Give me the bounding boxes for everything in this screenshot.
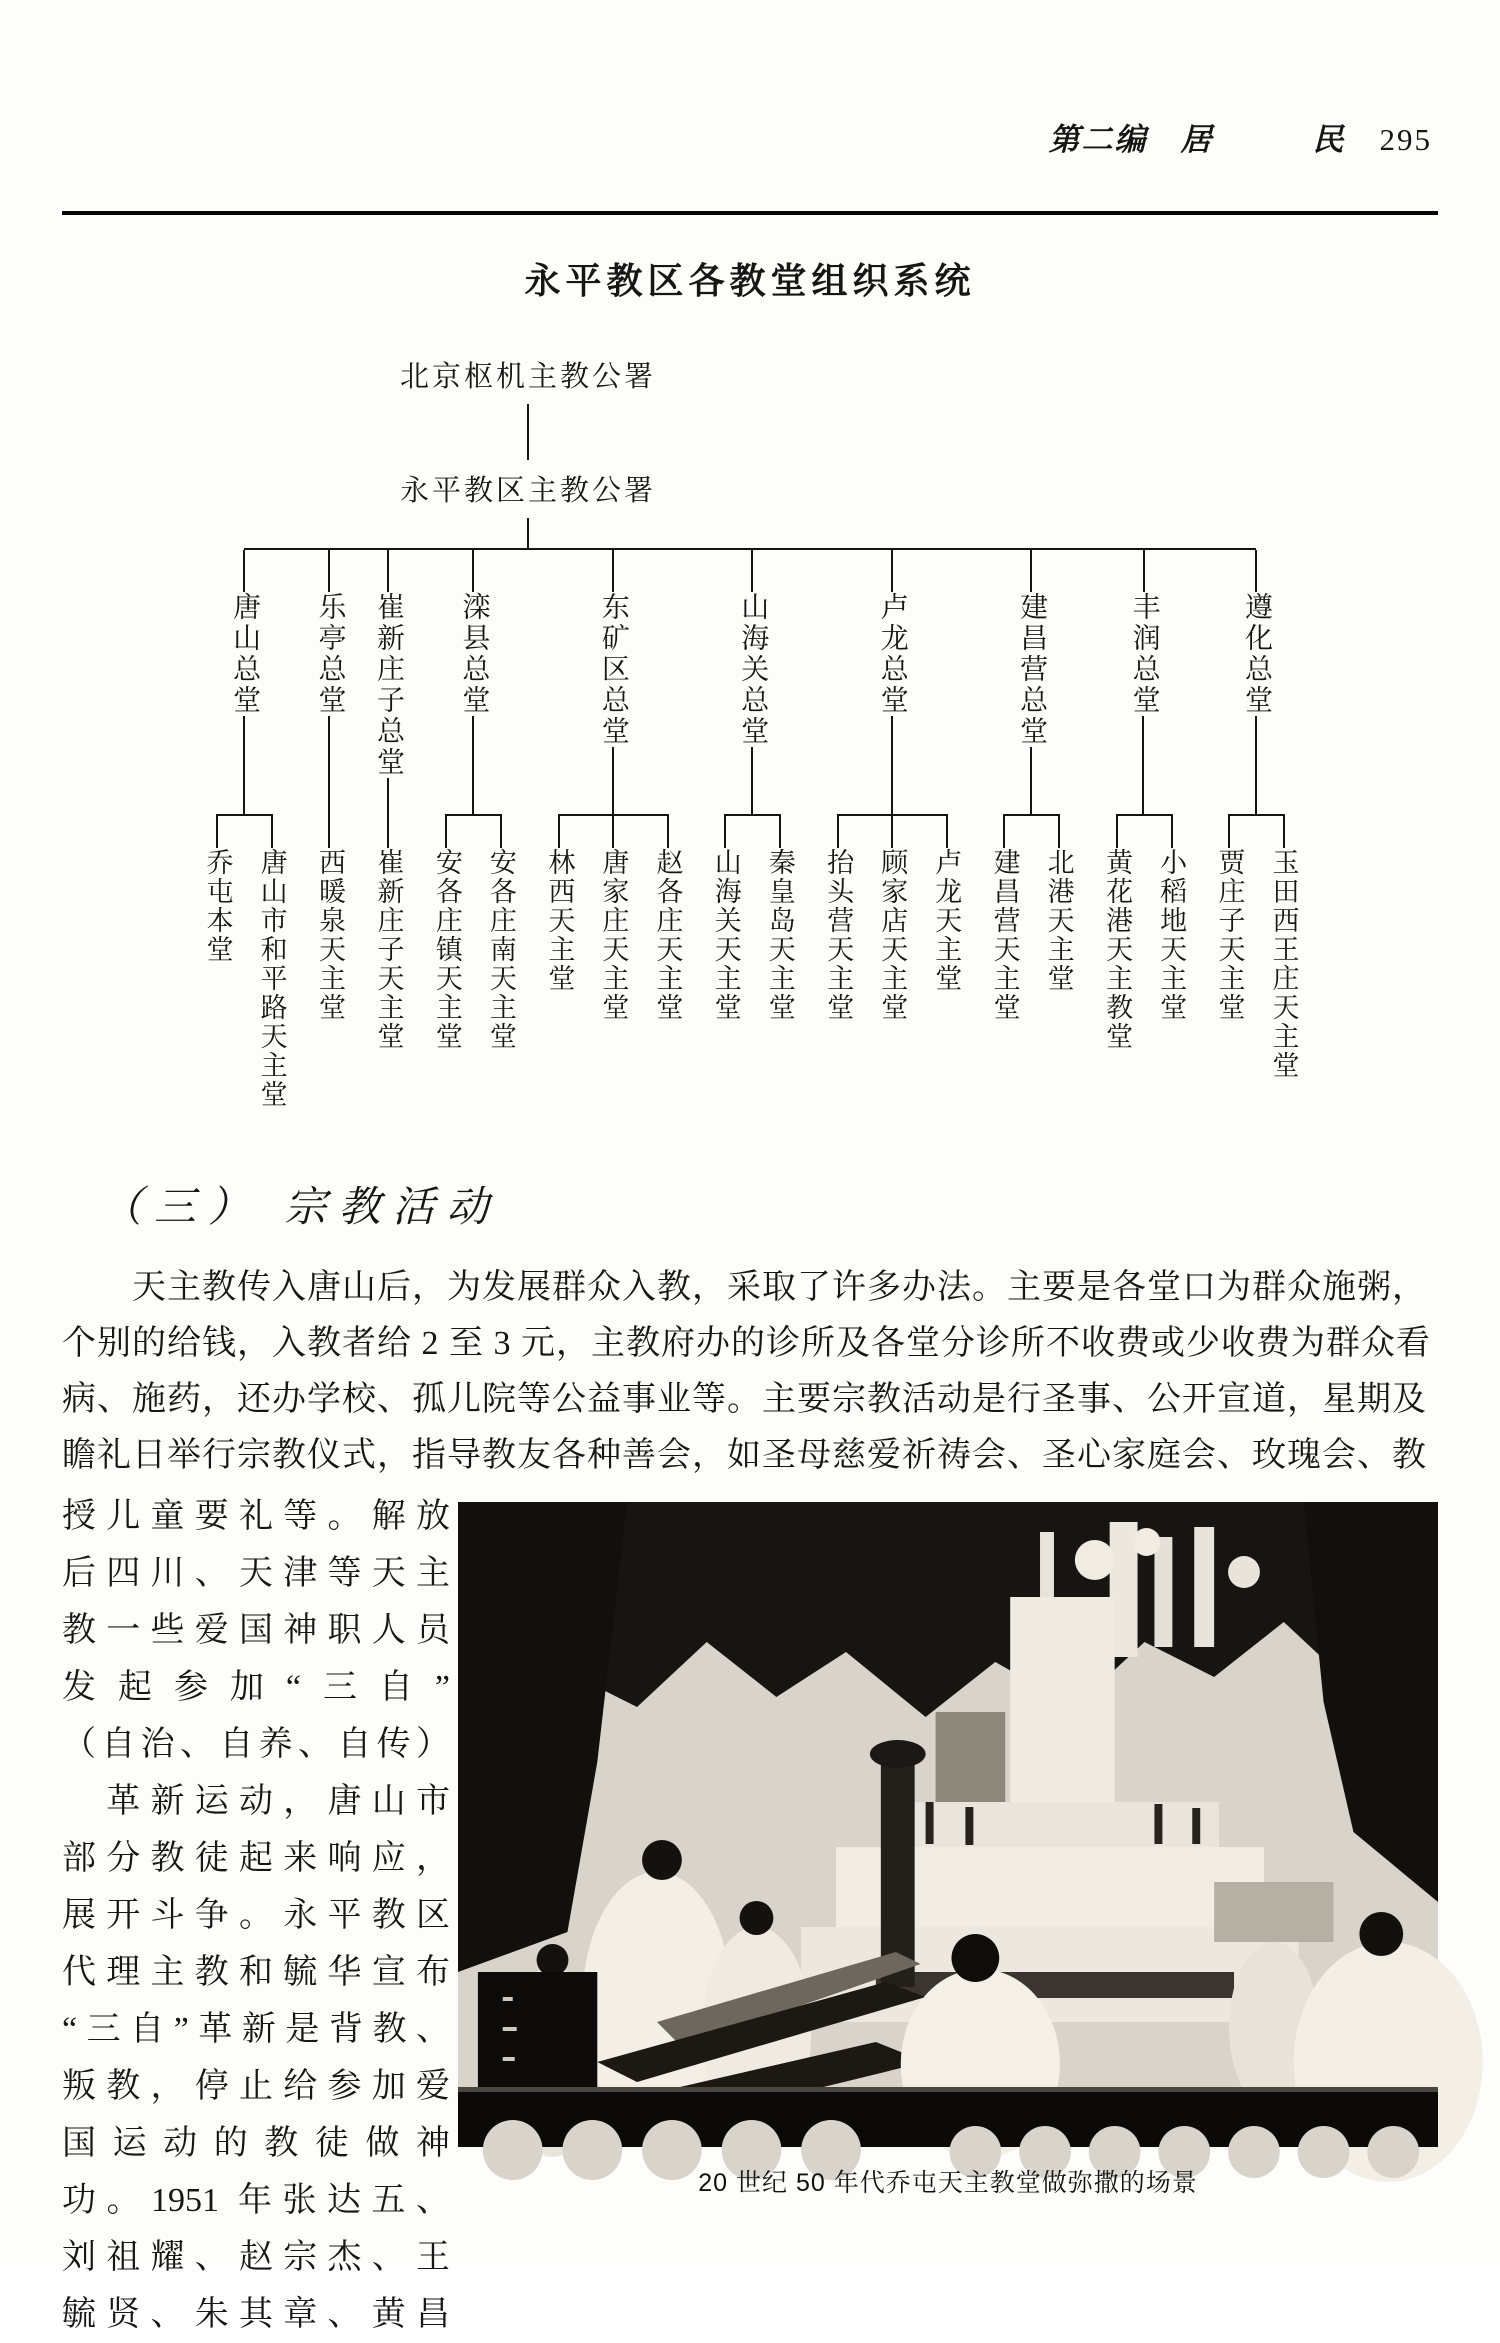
branch-laoting bbox=[302, 550, 356, 1148]
connector-stub bbox=[472, 716, 474, 814]
paragraph-line: 刘祖耀、赵宗杰、王 bbox=[62, 2239, 450, 2276]
leaf-label: 秦皇岛天主堂 bbox=[764, 848, 795, 1022]
branch-fengrun bbox=[1090, 550, 1198, 1148]
paragraph-line: 代理主教和毓华宣布 bbox=[62, 1954, 450, 1991]
connector-stub bbox=[1030, 747, 1032, 814]
leaf-label: 玉田西王庄天主堂 bbox=[1268, 848, 1299, 1080]
paragraph-line: 革新运动，唐山市 bbox=[62, 1783, 450, 1820]
paragraph-line: 天主教传入唐山后，为发展群众入教，采取了许多办法。主要是各堂口为群众施粥， bbox=[62, 1269, 1427, 1306]
paragraph-line: 功。1951 年张达五、 bbox=[62, 2182, 450, 2219]
connector-fork bbox=[977, 814, 1085, 848]
leaf-label: 赵各庄天主堂 bbox=[652, 848, 683, 1022]
header-section-title: 第二编 居 民 bbox=[1048, 122, 1346, 157]
connector-drop bbox=[387, 550, 389, 592]
branch-label: 丰润总堂 bbox=[1128, 592, 1160, 716]
mass-photo-illustration bbox=[458, 1502, 1438, 2147]
connector-drop bbox=[1030, 550, 1032, 592]
connector-line bbox=[527, 518, 529, 548]
paragraph-line: 展开斗争。永平教区 bbox=[62, 1897, 450, 1934]
leaf-label: 山海关天主堂 bbox=[710, 848, 741, 1022]
text-photo-row bbox=[62, 1488, 1438, 2343]
branch-luanxian bbox=[419, 550, 527, 1148]
leaf-label: 小稻地天主堂 bbox=[1156, 848, 1187, 1022]
paragraph-line: 国运动的教徒做神 bbox=[62, 2125, 450, 2162]
connector-drop bbox=[891, 550, 893, 592]
branch-label: 乐亭总堂 bbox=[314, 592, 346, 716]
branch-label: 崔新庄子总堂 bbox=[372, 592, 404, 778]
branch-label: 滦县总堂 bbox=[458, 592, 490, 716]
paragraph-line: 授儿童要礼等。解放 bbox=[62, 1498, 450, 1535]
leaf-label: 西暖泉天主堂 bbox=[315, 848, 346, 1022]
connector-fork bbox=[532, 814, 694, 848]
branch-tangshan bbox=[190, 550, 298, 1148]
connector-fork bbox=[698, 814, 806, 848]
connector-drop bbox=[243, 550, 245, 592]
leaf-label: 安各庄镇天主堂 bbox=[431, 848, 462, 1051]
connector-stub bbox=[891, 716, 893, 814]
node-yongping-diocese: 永平教区主教公署 bbox=[399, 475, 657, 507]
paragraph-line: 教一些爱国神职人员 bbox=[62, 1612, 450, 1649]
page-number: 295 bbox=[1379, 122, 1432, 157]
branch-shanhaiguan bbox=[698, 550, 806, 1148]
branch-dongkuangqu bbox=[532, 550, 694, 1148]
connector-stub bbox=[328, 716, 330, 814]
paragraph-line: 毓贤、朱其章、黄昌 bbox=[62, 2296, 450, 2333]
connector-drop bbox=[1255, 550, 1257, 592]
branch-jianchangying bbox=[977, 550, 1085, 1148]
body-paragraph bbox=[62, 1260, 1438, 1484]
paragraph-line: 瞻礼日举行宗教仪式，指导教友各种善会，如圣母慈爱祈祷会、圣心家庭会、玫瑰会、教 bbox=[62, 1437, 1427, 1474]
leaf-label: 顾家店天主堂 bbox=[877, 848, 908, 1022]
org-chart bbox=[190, 253, 1310, 1148]
leaf-label: 唐山市和平路天主堂 bbox=[256, 848, 287, 1109]
connector-drop bbox=[472, 550, 474, 592]
branch-label: 建昌营总堂 bbox=[1016, 592, 1048, 747]
leaf-label: 唐家庄天主堂 bbox=[598, 848, 629, 1022]
leaf-label: 崔新庄子天主堂 bbox=[373, 848, 404, 1051]
paragraph-line: “三自”革新是背教、 bbox=[62, 2011, 450, 2048]
node-beijing-curia: 北京枢机主教公署 bbox=[399, 361, 657, 393]
photo-caption: 20 世纪 50 年代乔屯天主教堂做弥撒的场景 bbox=[698, 2169, 1198, 2197]
connector-stub bbox=[1255, 716, 1257, 814]
connector-fork bbox=[1090, 814, 1198, 848]
connector-fork bbox=[811, 814, 973, 848]
section-heading: （三） 宗教活动 bbox=[100, 1185, 501, 1231]
paragraph-line: 病、施药，还办学校、孤儿院等公益事业等。主要宗教活动是行圣事、公开宣道，星期及 bbox=[62, 1381, 1427, 1418]
connector-stub bbox=[1142, 716, 1144, 814]
connector-drop bbox=[1143, 550, 1145, 592]
paragraph-line: 发起参加“三自” bbox=[62, 1669, 450, 1706]
connector-drop bbox=[328, 550, 330, 592]
leaf-label: 贾庄子天主堂 bbox=[1214, 848, 1245, 1022]
connector-stub bbox=[612, 747, 614, 814]
mass-photo bbox=[458, 1502, 1438, 2147]
leaf-label: 黄花港天主教堂 bbox=[1102, 848, 1133, 1051]
leaf-label: 乔屯本堂 bbox=[202, 848, 233, 964]
connector-fork bbox=[190, 814, 298, 848]
leaf-label: 抬头营天主堂 bbox=[823, 848, 854, 1022]
leaf-label: 卢龙天主堂 bbox=[931, 848, 962, 993]
body-left-column bbox=[62, 1488, 450, 2343]
connector-fork bbox=[1202, 814, 1310, 848]
connector-drop bbox=[751, 550, 753, 592]
connector-fork bbox=[302, 814, 356, 848]
paragraph-line: 部分教徒起来响应， bbox=[62, 1840, 450, 1877]
photo-block bbox=[458, 1488, 1438, 2343]
leaf-label: 建昌营天主堂 bbox=[989, 848, 1020, 1022]
branch-lulong bbox=[811, 550, 973, 1148]
header-rule bbox=[62, 211, 1438, 215]
branch-cuixinzhuangzi bbox=[361, 550, 415, 1148]
branch-label: 东矿区总堂 bbox=[597, 592, 629, 747]
page-header bbox=[62, 78, 1438, 195]
branch-label: 遵化总堂 bbox=[1241, 592, 1273, 716]
connector-stub bbox=[243, 716, 245, 814]
leaf-label: 安各庄南天主堂 bbox=[485, 848, 516, 1051]
branch-row bbox=[190, 550, 1310, 1148]
branch-label: 卢龙总堂 bbox=[876, 592, 908, 716]
branch-label: 唐山总堂 bbox=[229, 592, 261, 716]
paragraph-line: 叛教，停止给参加爱 bbox=[62, 2068, 450, 2105]
connector-stub bbox=[751, 747, 753, 814]
branch-label: 山海关总堂 bbox=[737, 592, 769, 747]
paragraph-line: 个别的给钱，入教者给 2 至 3 元，主教府办的诊所及各堂分诊所不收费或少收费为群众看 bbox=[62, 1325, 1431, 1362]
branch-zunhua bbox=[1202, 550, 1310, 1148]
connector-drop bbox=[612, 550, 614, 592]
connector-stub bbox=[387, 778, 389, 814]
connector-fork bbox=[361, 814, 415, 848]
connector-line bbox=[527, 404, 529, 460]
chart-title: 永平教区各教堂组织系统 bbox=[524, 260, 976, 301]
connector-fork bbox=[419, 814, 527, 848]
paragraph-line: （自治、自养、自传） bbox=[62, 1726, 450, 1763]
leaf-label: 北港天主堂 bbox=[1043, 848, 1074, 993]
leaf-label: 林西天主堂 bbox=[544, 848, 575, 993]
paragraph-line: 后四川、天津等天主 bbox=[62, 1555, 450, 1592]
